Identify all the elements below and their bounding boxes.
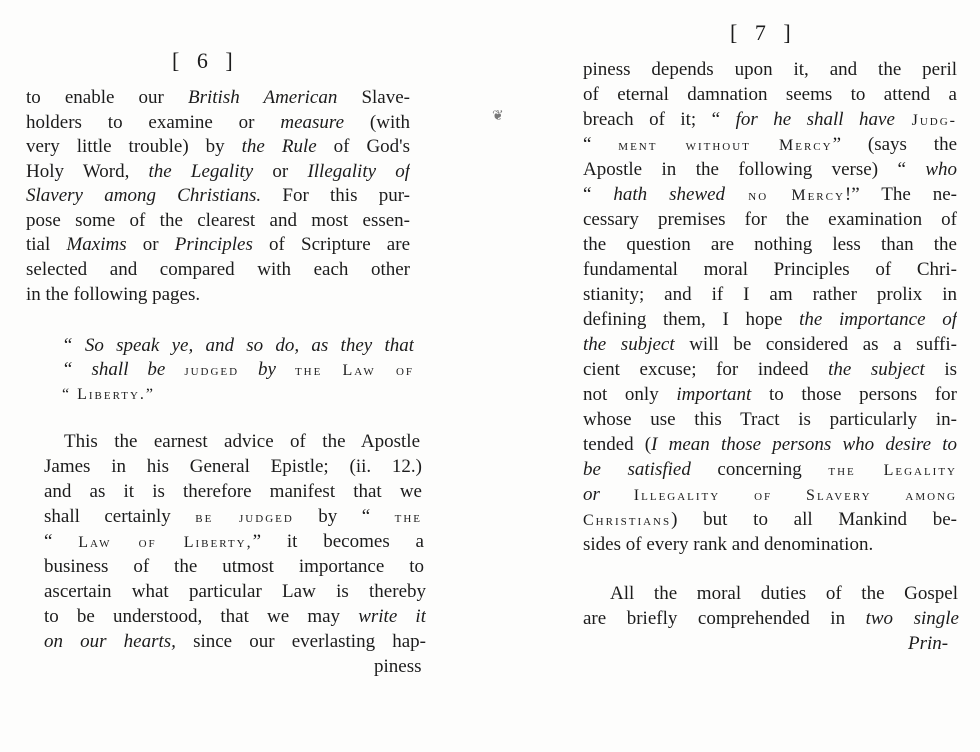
- text-line: breach of it; “ for he shall have Judg-: [583, 109, 957, 130]
- text-line: whose use this Tract is particularly in-: [583, 409, 957, 430]
- text-line: to be understood, that we may write it: [44, 606, 426, 627]
- text-line: holders to examine or measure (with: [26, 112, 410, 133]
- text-line: very little trouble) by the Rule of God's: [26, 136, 410, 157]
- text-line: tial Maxims or Principles of Scripture are: [26, 234, 410, 255]
- text-line: Slavery among Christians. For this pur-: [26, 185, 410, 206]
- catchword: piness: [374, 656, 422, 677]
- text-line: of eternal damnation seems to attend a: [583, 84, 957, 105]
- quote-line: “ shall be judged by the Law of: [62, 359, 414, 380]
- text-line: All the moral duties of the Gospel: [610, 583, 958, 604]
- text-line: tended (I mean those persons who desire to: [583, 434, 957, 455]
- text-line: not only important to those persons for: [583, 384, 957, 405]
- text-line: stianity; and if I am rather prolix in: [583, 284, 957, 305]
- text-line: pose some of the clearest and most essen-: [26, 210, 410, 231]
- gutter-ornament-icon: ❦: [492, 109, 504, 124]
- quote-line: “ Liberty.”: [62, 386, 156, 403]
- text-line: piness depends upon it, and the peril: [583, 59, 957, 80]
- right-page: [490, 0, 980, 752]
- text-line: business of the utmost importance to: [44, 556, 424, 577]
- text-line: the question are nothing less than the: [583, 234, 957, 255]
- text-line: “ hath shewed no Mercy!” The ne-: [583, 184, 957, 205]
- text-line: and as it is therefore manifest that we: [44, 481, 422, 502]
- text-line: ascertain what particular Law is thereby: [44, 581, 426, 602]
- text-line: “ ment without Mercy” (says the: [583, 134, 957, 155]
- text-line: This the earnest advice of the Apostle: [64, 431, 420, 452]
- text-line: cessary premises for the examination of: [583, 209, 957, 230]
- text-line: to enable our British American Slave-: [26, 87, 410, 108]
- text-line: Christians) but to all Mankind be-: [583, 509, 957, 530]
- text-line: selected and compared with each other: [26, 259, 410, 280]
- text-line: or Illegality of Slavery among: [583, 484, 957, 505]
- text-line: be satisfied concerning the Legality: [583, 459, 957, 480]
- text-line: “ Law of Liberty,” it becomes a: [44, 531, 424, 552]
- text-line: on our hearts, since our everlasting hap-: [44, 631, 426, 652]
- text-line: James in his General Epistle; (ii. 12.): [44, 456, 422, 477]
- text-line: shall certainly be judged by “ the: [44, 506, 422, 527]
- text-line: cient excuse; for indeed the subject is: [583, 359, 957, 380]
- text-line: the subject will be considered as a suffi-: [583, 334, 957, 355]
- text-line: fundamental moral Principles of Chri-: [583, 259, 957, 280]
- text-line: sides of every rank and denomination.: [583, 534, 874, 555]
- text-line: Holy Word, the Legality or Illegality of: [26, 161, 410, 182]
- catchword: Prin-: [908, 633, 949, 654]
- text-line: defining them, I hope the importance of: [583, 309, 957, 330]
- text-line: are briefly comprehended in two single: [583, 608, 959, 629]
- text-line: in the following pages.: [26, 284, 201, 305]
- quote-line: “ So speak ye, and so do, as they that: [62, 335, 414, 356]
- page-number-6: [ 6 ]: [172, 48, 239, 73]
- page-number-7: [ 7 ]: [730, 20, 797, 45]
- text-line: Apostle in the following verse) “ who: [583, 159, 957, 180]
